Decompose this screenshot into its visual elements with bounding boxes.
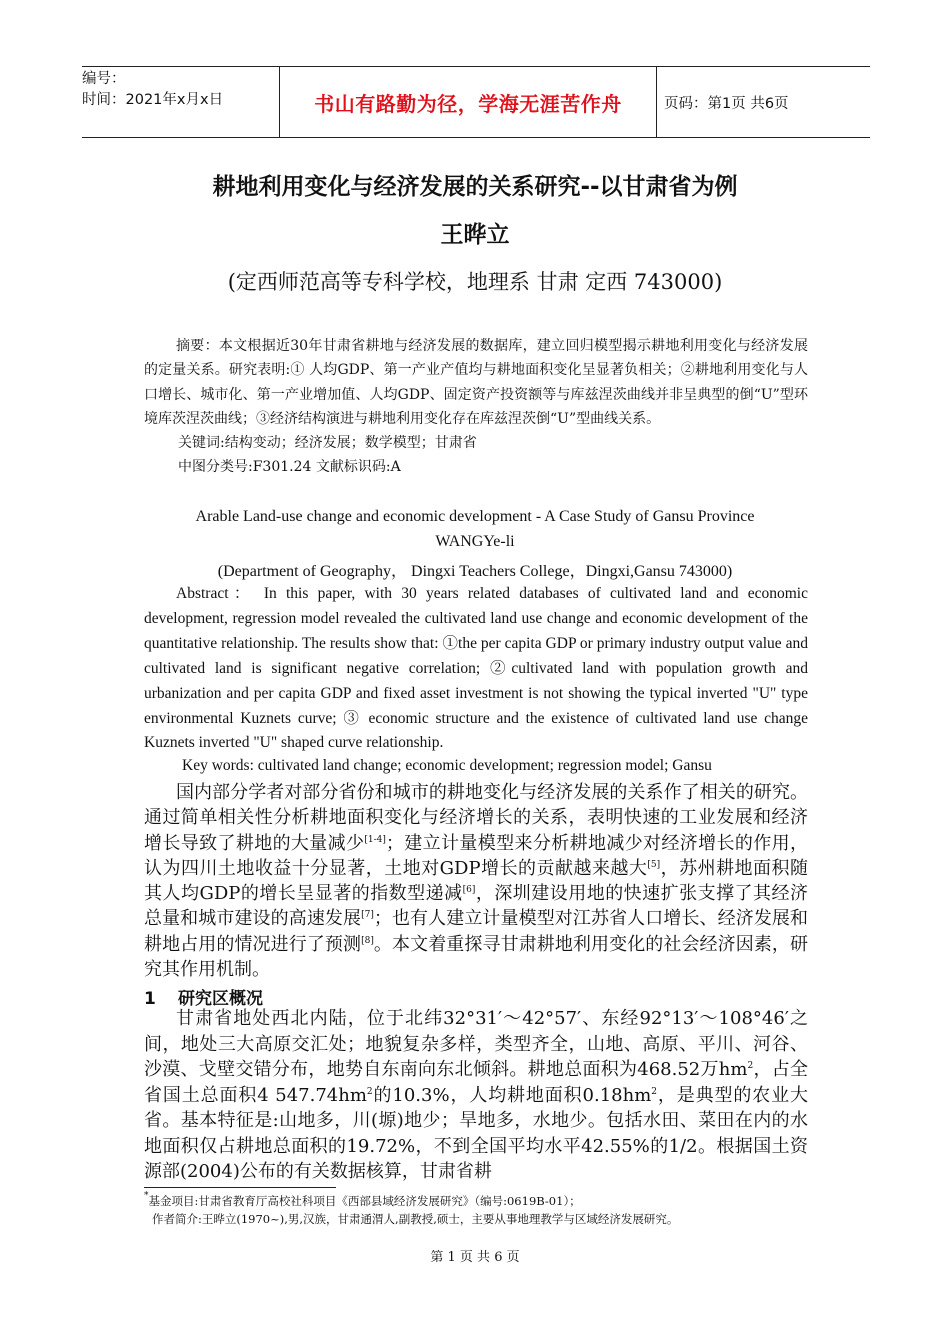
abstract-cn (144, 334, 808, 480)
superscript: 2 (651, 1086, 658, 1097)
footnote-fund (144, 1192, 824, 1210)
abstract-cn-text: 摘要：本文根据近30年甘肃省耕地与经济发展的数据库，建立回归模型揭示耕地利用变化与经济发展的定量关系。研究表明:① 人均GDP、第一产业产值均与耕地面积变化呈显著负相关；②耕地利用变化与人口增长、城市化、第一产业增加值、人均GDP、固定资产投资额等与库兹涅茨曲线并非呈典型的倒“U”型环境库茨涅茨曲线；③经济结构演进与耕地利用变化存在库兹涅茨倒“U”型曲线关系。 (144, 338, 808, 427)
superscript: 2 (747, 1061, 754, 1071)
keywords-en: Key words: cultivated land change; economic development; regression model; Gansu (182, 757, 712, 774)
citation-ref: [6] (462, 885, 476, 896)
section-number: 1 (144, 989, 156, 1009)
footnote-fund-text: 基金项目:甘肃省教育厅高校社科项目《西部县域经济发展研究》（编号:0619B-01）； (148, 1194, 581, 1208)
body-text: 甘肃省地处西北内陆，位于北纬32°31′～42°57′、东经92°13′～108°46′之间，地处三大高原交汇处；地貌复杂多样，类型齐全，山地、高原、平川、河谷、沙漠、戈壁交错分布，地势自东南向东北倾斜。耕地总面积为468.52万hm (144, 1008, 808, 1080)
header-meta (82, 69, 278, 135)
abstract-en (144, 582, 808, 756)
paper-title: 耕地利用变化与经济发展的关系研究--以甘肃省为例 (212, 174, 738, 200)
footnote-divider (144, 1187, 336, 1188)
intro-text: ，苏州耕地面积随其人均GDP的增长呈显著的指数型递减 (144, 857, 808, 905)
paper-affiliation: (定西师范高等专科学校，地理系 甘肃 定西 743000) (227, 270, 723, 294)
intro-text: ；也有人建立计量模型对江苏省人口增长、经济发展和耕地占用的情况进行了预测 (144, 908, 809, 955)
paper-author: 王晔立 (440, 222, 510, 248)
affiliation-en: (Department of Geography， Dingxi Teachers College，Dingxi,Gansu 743000) (217, 563, 733, 580)
header-code: 编号： (82, 71, 126, 87)
section1-body (144, 1006, 808, 1185)
footnote-bio: 作者简介:王晔立(1970~),男,汉族，甘肃通渭人,副教授,硕士，主要从事地理教学与区域经济发展研究。 (152, 1212, 679, 1226)
body-text: ，占全省国土总面积4 547.74hm (144, 1059, 809, 1106)
header-date: 时间：2021年x月x日 (82, 92, 224, 108)
intro-paragraph (144, 780, 808, 982)
footnote-mark: * (144, 1191, 149, 1201)
footnotes (144, 1192, 824, 1228)
section-title: 研究区概况 (178, 989, 263, 1009)
section1-paragraph (144, 1006, 808, 1185)
abstract-en-text: Abstract： In this paper, with 30 years related databases of cultivated land and economic development, regression model revealed the cultivated land use change and economic development of the quantitative relationship. The results show that: ①the per capita GDP or primary industry output value and cultivated land is significant negative correlation; ②cultivated land with population growth and urbanization and per capita GDP and fixed asset investment is not showing the typical inverted "U" type environmental Kuznets curve; ③ economic structure and the existence of cultivated land use change Kuznets inverted "U" shaped curve relationship. (144, 585, 808, 752)
superscript: 2 (366, 1086, 373, 1097)
citation-ref: [8] (361, 935, 374, 946)
header-motto: 书山有路勤为径，学海无涯苦作舟 (279, 67, 657, 137)
intro-text: ；建立计量模型来分析耕地减少对经济增长的作用，认为四川土地收益十分显著，土地对GDP增长的贡献越来越大 (144, 832, 808, 879)
title-en: Arable Land-use change and economic development - A Case Study of Gansu Province (195, 508, 755, 525)
intro-text: 。本文着重探寻甘肃耕地利用变化的社会经济因素，研究其作用机制。 (144, 933, 809, 981)
header-page-info: 页码：第1页 共6页 (664, 95, 789, 112)
intro-text: ，深圳建设用地的快速扩张支撑了其经济总量和城市建设的高速发展 (144, 883, 809, 930)
citation-ref: [1-4] (364, 834, 386, 845)
intro-text: 国内部分学者对部分省份和城市的耕地变化与经济发展的关系作了相关的研究。通过简单相关性分析耕地面积变化与经济增长的关系，表明快速的工业发展和经济增长导致了耕地的大量减少 (144, 782, 808, 854)
keywords-cn: 关键词:结构变动；经济发展；数学模型；甘肃省 (178, 435, 477, 452)
citation-ref: [7] (361, 910, 374, 921)
classification: 中图分类号:F301.24 文献标识码:A (178, 459, 401, 476)
page-header (82, 66, 870, 138)
citation-ref: [5] (647, 859, 661, 870)
page-footer: 第 1 页 共 6 页 (430, 1250, 520, 1265)
intro-section (144, 780, 808, 982)
author-en: WANGYe-li (435, 533, 515, 550)
body-text: 的10.3%，人均耕地面积0.18hm (372, 1084, 652, 1106)
body-text: ，是典型的农业大省。基本特征是:山地多，川(塬)地少；旱地多，水地少。包括水田、菜田在内的水地面积仅占耕地总面积的19.72%，不到全国平均水平42.55%的1/2。根据国土资源部(2004)公布的有关数据核算，甘肃省耕 (144, 1084, 809, 1182)
